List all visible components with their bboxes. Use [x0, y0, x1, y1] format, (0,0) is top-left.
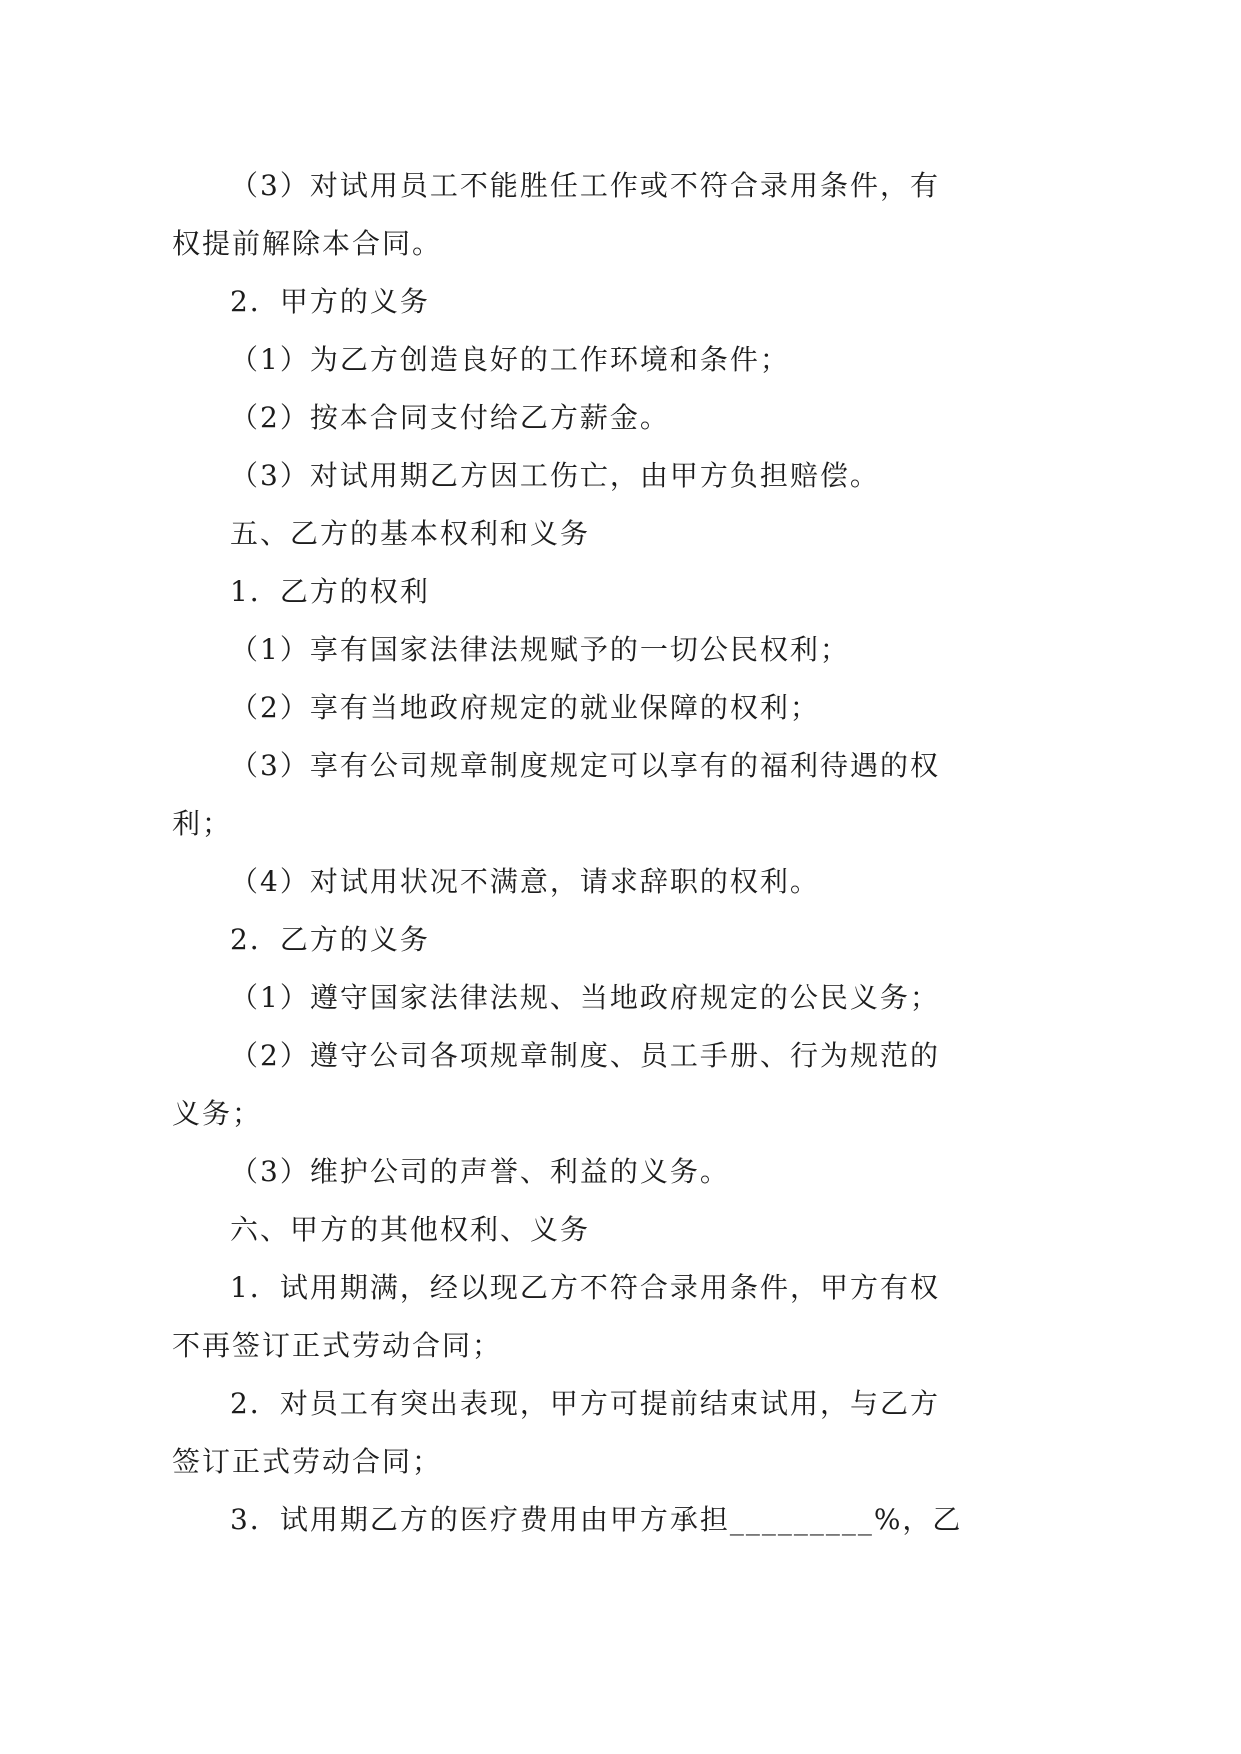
- paragraph-line: 1．试用期满，经以现乙方不符合录用条件，甲方有权: [230, 1271, 940, 1304]
- paragraph-line: （1）遵守国家法律法规、当地政府规定的公民义务；: [230, 981, 940, 1014]
- paragraph-line: （3）维护公司的声誉、利益的义务。: [230, 1155, 730, 1188]
- clause-item: [172, 1491, 963, 1549]
- list-item: [172, 1143, 940, 1201]
- list-item: [172, 331, 940, 389]
- list-item: [172, 1027, 940, 1143]
- paragraph-line: （3）对试用期乙方因工伤亡，由甲方负担赔偿。: [230, 459, 880, 492]
- paragraph-line: 利；: [172, 807, 233, 840]
- paragraph-probation-termination-right: [172, 157, 940, 273]
- list-item: [172, 389, 940, 447]
- clause-item: [172, 1259, 940, 1375]
- subheading-party-a-obligations: [172, 273, 940, 331]
- section-heading-party-b-rights-obligations: [172, 505, 940, 563]
- subheading-party-b-obligations: [172, 911, 940, 969]
- paragraph-line: 义务；: [172, 1097, 263, 1130]
- paragraph-line: （3）享有公司规章制度规定可以享有的福利待遇的权: [230, 749, 940, 782]
- paragraph-line: （2）遵守公司各项规章制度、员工手册、行为规范的: [230, 1039, 940, 1072]
- paragraph-line: （1）为乙方创造良好的工作环境和条件；: [230, 343, 790, 376]
- document-body: [172, 157, 963, 1549]
- list-item: [172, 447, 940, 505]
- paragraph-line: （1）享有国家法律法规赋予的一切公民权利；: [230, 633, 850, 666]
- paragraph-line: 2．乙方的义务: [230, 923, 430, 956]
- subheading-party-b-rights: [172, 563, 940, 621]
- list-item: [172, 853, 940, 911]
- list-item: [172, 969, 940, 1027]
- paragraph-line: 权提前解除本合同。: [172, 227, 443, 260]
- paragraph-line: 2．对员工有突出表现，甲方可提前结束试用，与乙方: [230, 1387, 940, 1420]
- paragraph-line: 不再签订正式劳动合同；: [172, 1329, 503, 1362]
- paragraph-line: （4）对试用状况不满意，请求辞职的权利。: [230, 865, 820, 898]
- paragraph-line: 3．试用期乙方的医疗费用由甲方承担_________%，乙: [230, 1503, 963, 1536]
- paragraph-line: 六、甲方的其他权利、义务: [230, 1213, 591, 1246]
- paragraph-line: 签订正式劳动合同；: [172, 1445, 443, 1478]
- list-item: [172, 621, 940, 679]
- paragraph-line: 2．甲方的义务: [230, 285, 430, 318]
- paragraph-line: （3）对试用员工不能胜任工作或不符合录用条件，有: [230, 169, 940, 202]
- paragraph-line: （2）按本合同支付给乙方薪金。: [230, 401, 670, 434]
- section-heading-party-a-other-rights: [172, 1201, 940, 1259]
- list-item: [172, 679, 940, 737]
- paragraph-line: 五、乙方的基本权利和义务: [230, 517, 591, 550]
- clause-item: [172, 1375, 940, 1491]
- paragraph-line: （2）享有当地政府规定的就业保障的权利；: [230, 691, 820, 724]
- list-item: [172, 737, 940, 853]
- paragraph-line: 1．乙方的权利: [230, 575, 430, 608]
